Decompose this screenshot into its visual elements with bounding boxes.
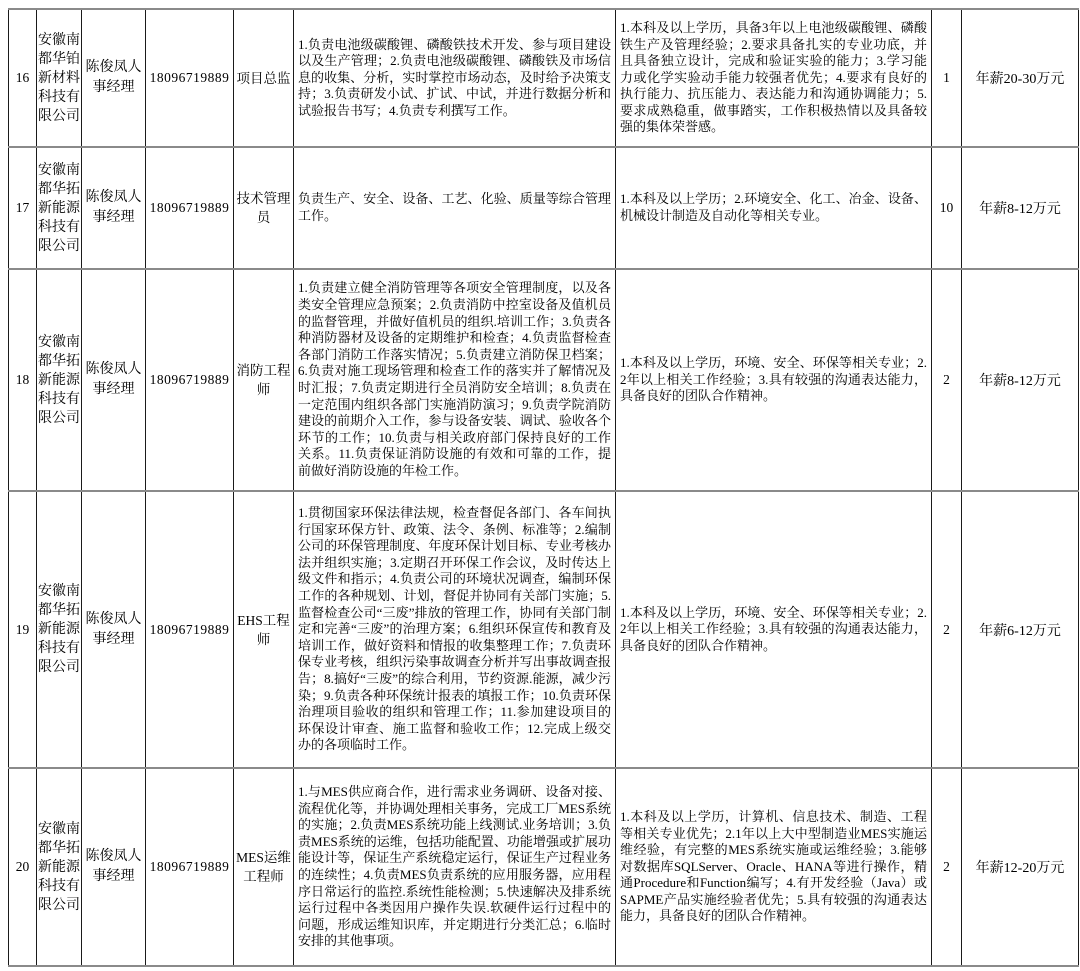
cell-requirements [616, 269, 932, 491]
requirements-text: 1.本科及以上学历，计算机、信息技术、制造、工程等相关专业优先；2.1年以上大中型制造业MES实施运维经验，有完整的MES系统实施或运维经验；3.能够对数据库SQLServer、Oracle、HANA等进行操作，精通Procedure和Function编写；4.有开发经验（Java）或SAPME产品实施经验者优先；5.具有较强的沟通表达能力，具备良好的团队合作精神。 [620, 808, 927, 924]
cell-requirements [616, 147, 932, 269]
cell-no: 16 [9, 9, 37, 147]
duties-text: 1.与MES供应商合作，进行需求业务调研、设备对接、流程优化等，并协调处理相关事务，完成工厂MES系统的实施；2.负责MES系统功能上线测试.业务培训；3.负责MES系统的运维，包括功能配置、功能增强或扩展功能设计等，保证生产系统稳定运行，保证生产过程业务的连续性；4.负责MES负责系统的应用服务器，应用程序日常运行的监控.系统性能检测；5.快速解决及排系统运行过程中各类因用户操作失误.软硬件运行过程中的问题，形成运维知识库，并定期进行分类汇总；6.临时安排的其他事项。 [298, 784, 611, 949]
duties-text: 1.负责建立健全消防管理等各项安全管理制度，以及各类安全管理应急预案；2.负责消防中控室设备及值机员的监督管理，并做好值机员的组织.培训工作；3.负责各种消防器材及设备的定期维护和检查；4.负责监督检查各部门消防工作落实情况；5.负责建立消防保卫档案；6.负责对施工现场管理和检查工作的落实并了解情况及时汇报；7.负责定期进行全员消防安全培训；8.负责在一定范围内组织各部门实施消防演习；9.负责学院消防建设的前期介入工作，参与设备安装、调试、验收各个环节的工作；10.负责与相关政府部门保持良好的工作关系。11.负责保证消防设施的有效和可靠的工作，提前做好消防设施的年检工作。 [298, 280, 611, 478]
cell-contact: 陈俊凤人事经理 [82, 269, 146, 491]
cell-no: 20 [9, 768, 37, 966]
cell-requirements [616, 491, 932, 768]
cell-contact: 陈俊凤人事经理 [82, 147, 146, 269]
cell-openings: 2 [932, 269, 962, 491]
cell-phone: 18096719889 [146, 491, 234, 768]
cell-openings: 10 [932, 147, 962, 269]
table-row [9, 768, 1079, 966]
cell-salary: 年薪6-12万元 [962, 491, 1079, 768]
cell-openings: 2 [932, 768, 962, 966]
cell-duties [294, 9, 616, 147]
cell-duties [294, 768, 616, 966]
cell-phone: 18096719889 [146, 147, 234, 269]
cell-phone: 18096719889 [146, 768, 234, 966]
cell-position: 消防工程师 [234, 269, 294, 491]
cell-company: 安徽南都华拓新能源科技有限公司 [37, 491, 82, 768]
table-row [9, 147, 1079, 269]
cell-no: 17 [9, 147, 37, 269]
cell-requirements [616, 768, 932, 966]
cell-openings: 2 [932, 491, 962, 768]
cell-no: 18 [9, 269, 37, 491]
cell-contact: 陈俊凤人事经理 [82, 768, 146, 966]
table-row [9, 9, 1079, 147]
cell-openings: 1 [932, 9, 962, 147]
requirements-text: 1.本科及以上学历；2.环境安全、化工、冶金、设备、机械设计制造及自动化等相关专业。 [620, 191, 927, 223]
cell-contact: 陈俊凤人事经理 [82, 9, 146, 147]
cell-duties [294, 491, 616, 768]
duties-text: 负责生产、安全、设备、工艺、化验、质量等综合管理工作。 [298, 191, 611, 223]
cell-salary: 年薪20-30万元 [962, 9, 1079, 147]
cell-company: 安徽南都华拓新能源科技有限公司 [37, 147, 82, 269]
cell-duties [294, 147, 616, 269]
table-row [9, 491, 1079, 768]
cell-salary: 年薪8-12万元 [962, 147, 1079, 269]
requirements-text: 1.本科及以上学历，具备3年以上电池级碳酸锂、磷酸铁生产及管理经验；2.要求具备扎实的专业功底，并且具备独立设计，完成和验证实验的能力；3.学习能力或化学实验动手能力较强者优先；4.要求有良好的执行能力、抗压能力、表达能力和沟通协调能力；5.要求成熟稳重，做事踏实，工作积极热情以及具备较强的集体荣誉感。 [620, 19, 927, 135]
cell-salary: 年薪12-20万元 [962, 768, 1079, 966]
cell-phone: 18096719889 [146, 269, 234, 491]
requirements-text: 1.本科及以上学历，环境、安全、环保等相关专业；2.2年以上相关工作经验；3.具有较强的沟通表达能力，具备良好的团队合作精神。 [620, 604, 927, 653]
cell-position: EHS工程师 [234, 491, 294, 768]
cell-phone: 18096719889 [146, 9, 234, 147]
cell-salary: 年薪8-12万元 [962, 269, 1079, 491]
table-row [9, 269, 1079, 491]
cell-company: 安徽南都华拓新能源科技有限公司 [37, 768, 82, 966]
cell-position: 项目总监 [234, 9, 294, 147]
cell-no: 19 [9, 491, 37, 768]
duties-text: 1.负责电池级碳酸锂、磷酸铁技术开发、参与项目建设以及生产管理；2.负责电池级碳酸锂、磷酸铁及市场信息的收集、分析，实时掌控市场动态，及时给予决策支持；3.负责研发小试、扩试、中试，并进行数据分析和试验报告书写；4.负责专利撰写工作。 [298, 36, 611, 118]
cell-position: 技术管理员 [234, 147, 294, 269]
requirements-text: 1.本科及以上学历，环境、安全、环保等相关专业；2.2年以上相关工作经验；3.具有较强的沟通表达能力，具备良好的团队合作精神。 [620, 355, 927, 404]
cell-duties [294, 269, 616, 491]
job-table [8, 8, 1079, 967]
cell-requirements [616, 9, 932, 147]
cell-position: MES运维工程师 [234, 768, 294, 966]
cell-company: 安徽南都华拓新能源科技有限公司 [37, 269, 82, 491]
cell-company: 安徽南都华铂新材料科技有限公司 [37, 9, 82, 147]
duties-text: 1.贯彻国家环保法律法规，检查督促各部门、各车间执行国家环保方针、政策、法令、条例、标准等；2.编制公司的环保管理制度、年度环保计划目标、专业考核办法并组织实施；3.定期召开环保工作会议，及时传达上级文件和指示；4.负责公司的环境状况调查，编制环保工作的各种规划、计划，督促并协同有关部门实施；5.监督检查公司“三废”排放的管理工作，协同有关部门制定和完善“三废”的治理方案；6.组织环保宣传和教育及培训工作，做好资料和情报的收集整理工作；7.负责环保专业考核，组织污染事故调查分析并写出事故调查报告；8.搞好“三废”的综合利用，节约资源.能源，减少污染；9.负责各种环保统计报表的填报工作；10.负责环保治理项目验收的组织和管理工作；11.参加建设项目的环保设计审查、施工监督和验收工作；12.完成上级交办的各项临时工作。 [298, 505, 611, 753]
cell-contact: 陈俊凤人事经理 [82, 491, 146, 768]
